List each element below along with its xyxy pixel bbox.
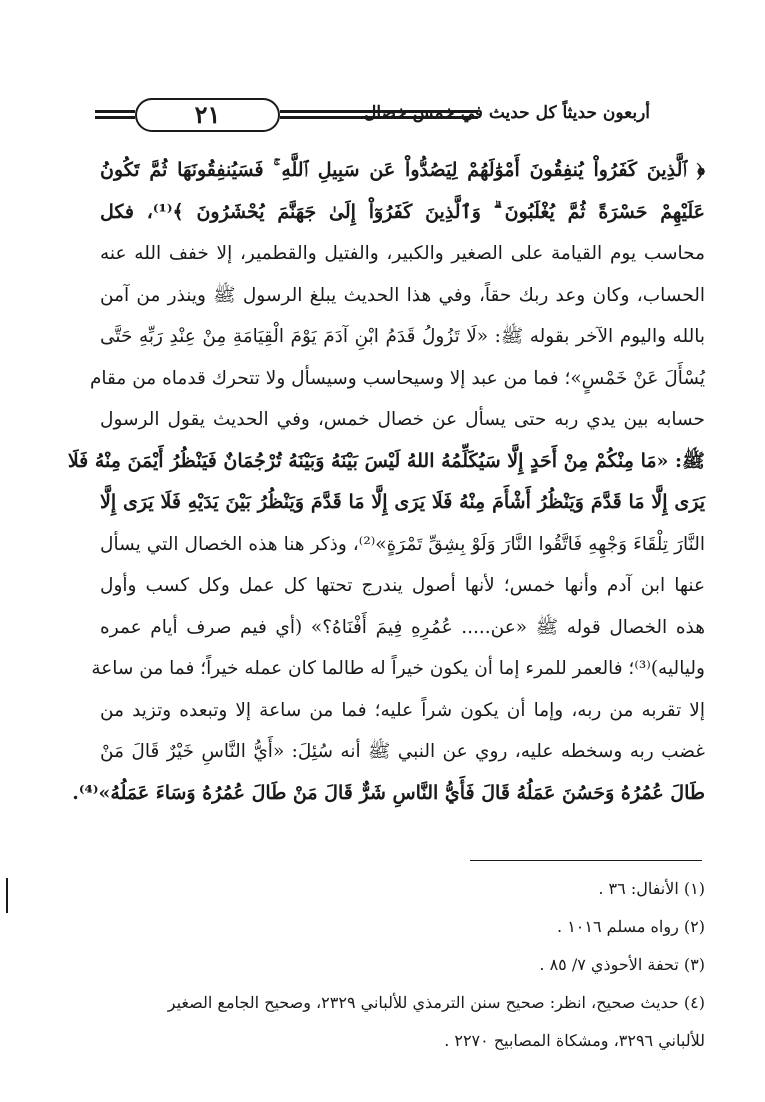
body-line: هذه الخصال قوله ﷺ «عن..... عُمُرِهِ فِيمَ أَفْنَاهُ؟» (أي فيم صرف أيام عمره — [100, 616, 705, 638]
header-rule-left — [95, 110, 135, 119]
footnote: (٢) رواه مسلم ١٠١٦ . — [557, 917, 705, 936]
footnotes — [95, 870, 705, 1060]
body-line: ﷺ: «مَا مِنْكُمْ مِنْ أَحَدٍ إِلَّا سَيُكَلِّمُهُ اللهُ لَيْسَ بَيْنَهُ وَبَيْنَهُ تُرْجُمَانٌ فَيَنْظُرُ أَيْمَنَ مِنْهُ فَلَا — [67, 449, 705, 472]
body-line: عَلَيْهِمْ حَسْرَةً ثُمَّ يُغْلَبُونَ ۗ وَٱلَّذِينَ كَفَرُوٓاْ إِلَىٰ جَهَنَّمَ يُحْشَرُونَ ﴾⁽¹⁾، فكل — [100, 200, 706, 223]
footnote: (١) الأنفال: ٣٦ . — [598, 879, 705, 898]
body-line: إلا تقربه من ربه، وإما أن يكون شراً عليه؛ فما من ساعة إلا وتبعده وتزيد من — [100, 699, 705, 721]
body-line: الحساب، وكان وعد ربك حقاً، وفي هذا الحديث يبلغ الرسول ﷺ وينذر من آمن — [100, 284, 705, 306]
running-title: أربعون حديثاً كل حديث في خمس خصال — [363, 103, 650, 123]
footnote: (٣) تحفة الأحوذي ٧/ ٨٥ . — [539, 955, 705, 974]
body-line: النَّارَ تِلْقَاءَ وَجْهِهِ فَاتَّقُوا النَّارَ وَلَوْ بِشِقِّ تَمْرَةٍ»⁽²⁾، وذكر هنا هذه الخصال التي يسأل — [100, 533, 706, 555]
footnote-separator — [470, 860, 702, 861]
body-line: ولياليه)⁽³⁾؛ فالعمر للمرء إما أن يكون خيراً له طالما كان عمله خيراً؛ فما من ساعة — [91, 658, 705, 679]
page-header — [95, 96, 650, 146]
body-line: عنها ابن آدم وأنها خمس؛ لأنها أصول يندرج تحتها كل عمل وكل كسب وأول — [100, 575, 705, 596]
footnote: (٤) حديث صحيح، انظر: صحيح سنن الترمذي للألباني ٢٣٢٩، وصحيح الجامع الصغير — [167, 993, 705, 1012]
body-line: ﴿ ٱلَّذِينَ كَفَرُواْ يُنفِقُونَ أَمْوَٰلَهُمْ لِيَصُدُّواْ عَن سَبِيلِ ٱللَّهِ ۚ فَسَيُنفِقُونَهَا ثُمَّ تَكُونُ — [100, 159, 705, 181]
body-text — [67, 150, 706, 814]
body-line: غضب ربه وسخطه عليه، روي عن النبي ﷺ أنه سُئِلَ: «أَيُّ النَّاسِ خَيْرٌ قَالَ مَنْ — [100, 741, 705, 762]
body-line: يَرَى إِلَّا مَا قَدَّمَ وَيَنْظُرُ أَشْأَمَ مِنْهُ فَلَا يَرَى إِلَّا مَا قَدَّمَ وَيَنْظُرُ بَيْنَ يَدَيْهِ فَلَا يَرَى إِلَّا — [100, 491, 705, 513]
body-line: يُسْأَلَ عَنْ خَمْسٍ»؛ فما من عبد إلا وسيحاسب وسيسأل ولا تتحرك قدماه من مقام — [89, 367, 705, 389]
margin-mark — [6, 878, 8, 913]
body-line: محاسب يوم القيامة على الصغير والكبير، والفتيل والقطمير، إلا خفف الله عنه — [100, 243, 705, 264]
body-line: حسابه بين يدي ربه حتى يسأل عن خصال خمس، وفي الحديث يقول الرسول — [100, 409, 705, 430]
page-number: ٢١ — [135, 98, 280, 132]
body-line: طَالَ عُمُرُهُ وَحَسُنَ عَمَلُهُ قَالَ فَأَيُّ النَّاسِ شَرٌّ قَالَ مَنْ طَالَ عُمُرُهُ وَسَاءَ عَمَلُهُ»⁽⁴⁾. — [72, 781, 705, 804]
footnote-continuation: للألباني ٣٢٩٦، ومشكاة المصابيح ٢٢٧٠ . — [444, 1031, 705, 1050]
body-line: بالله واليوم الآخر بقوله ﷺ: «لَا تَزُولُ قَدَمُ ابْنِ آدَمَ يَوْمَ الْقِيَامَةِ مِنْ عِنْدِ رَبِّهِ حَتَّى — [100, 326, 705, 347]
